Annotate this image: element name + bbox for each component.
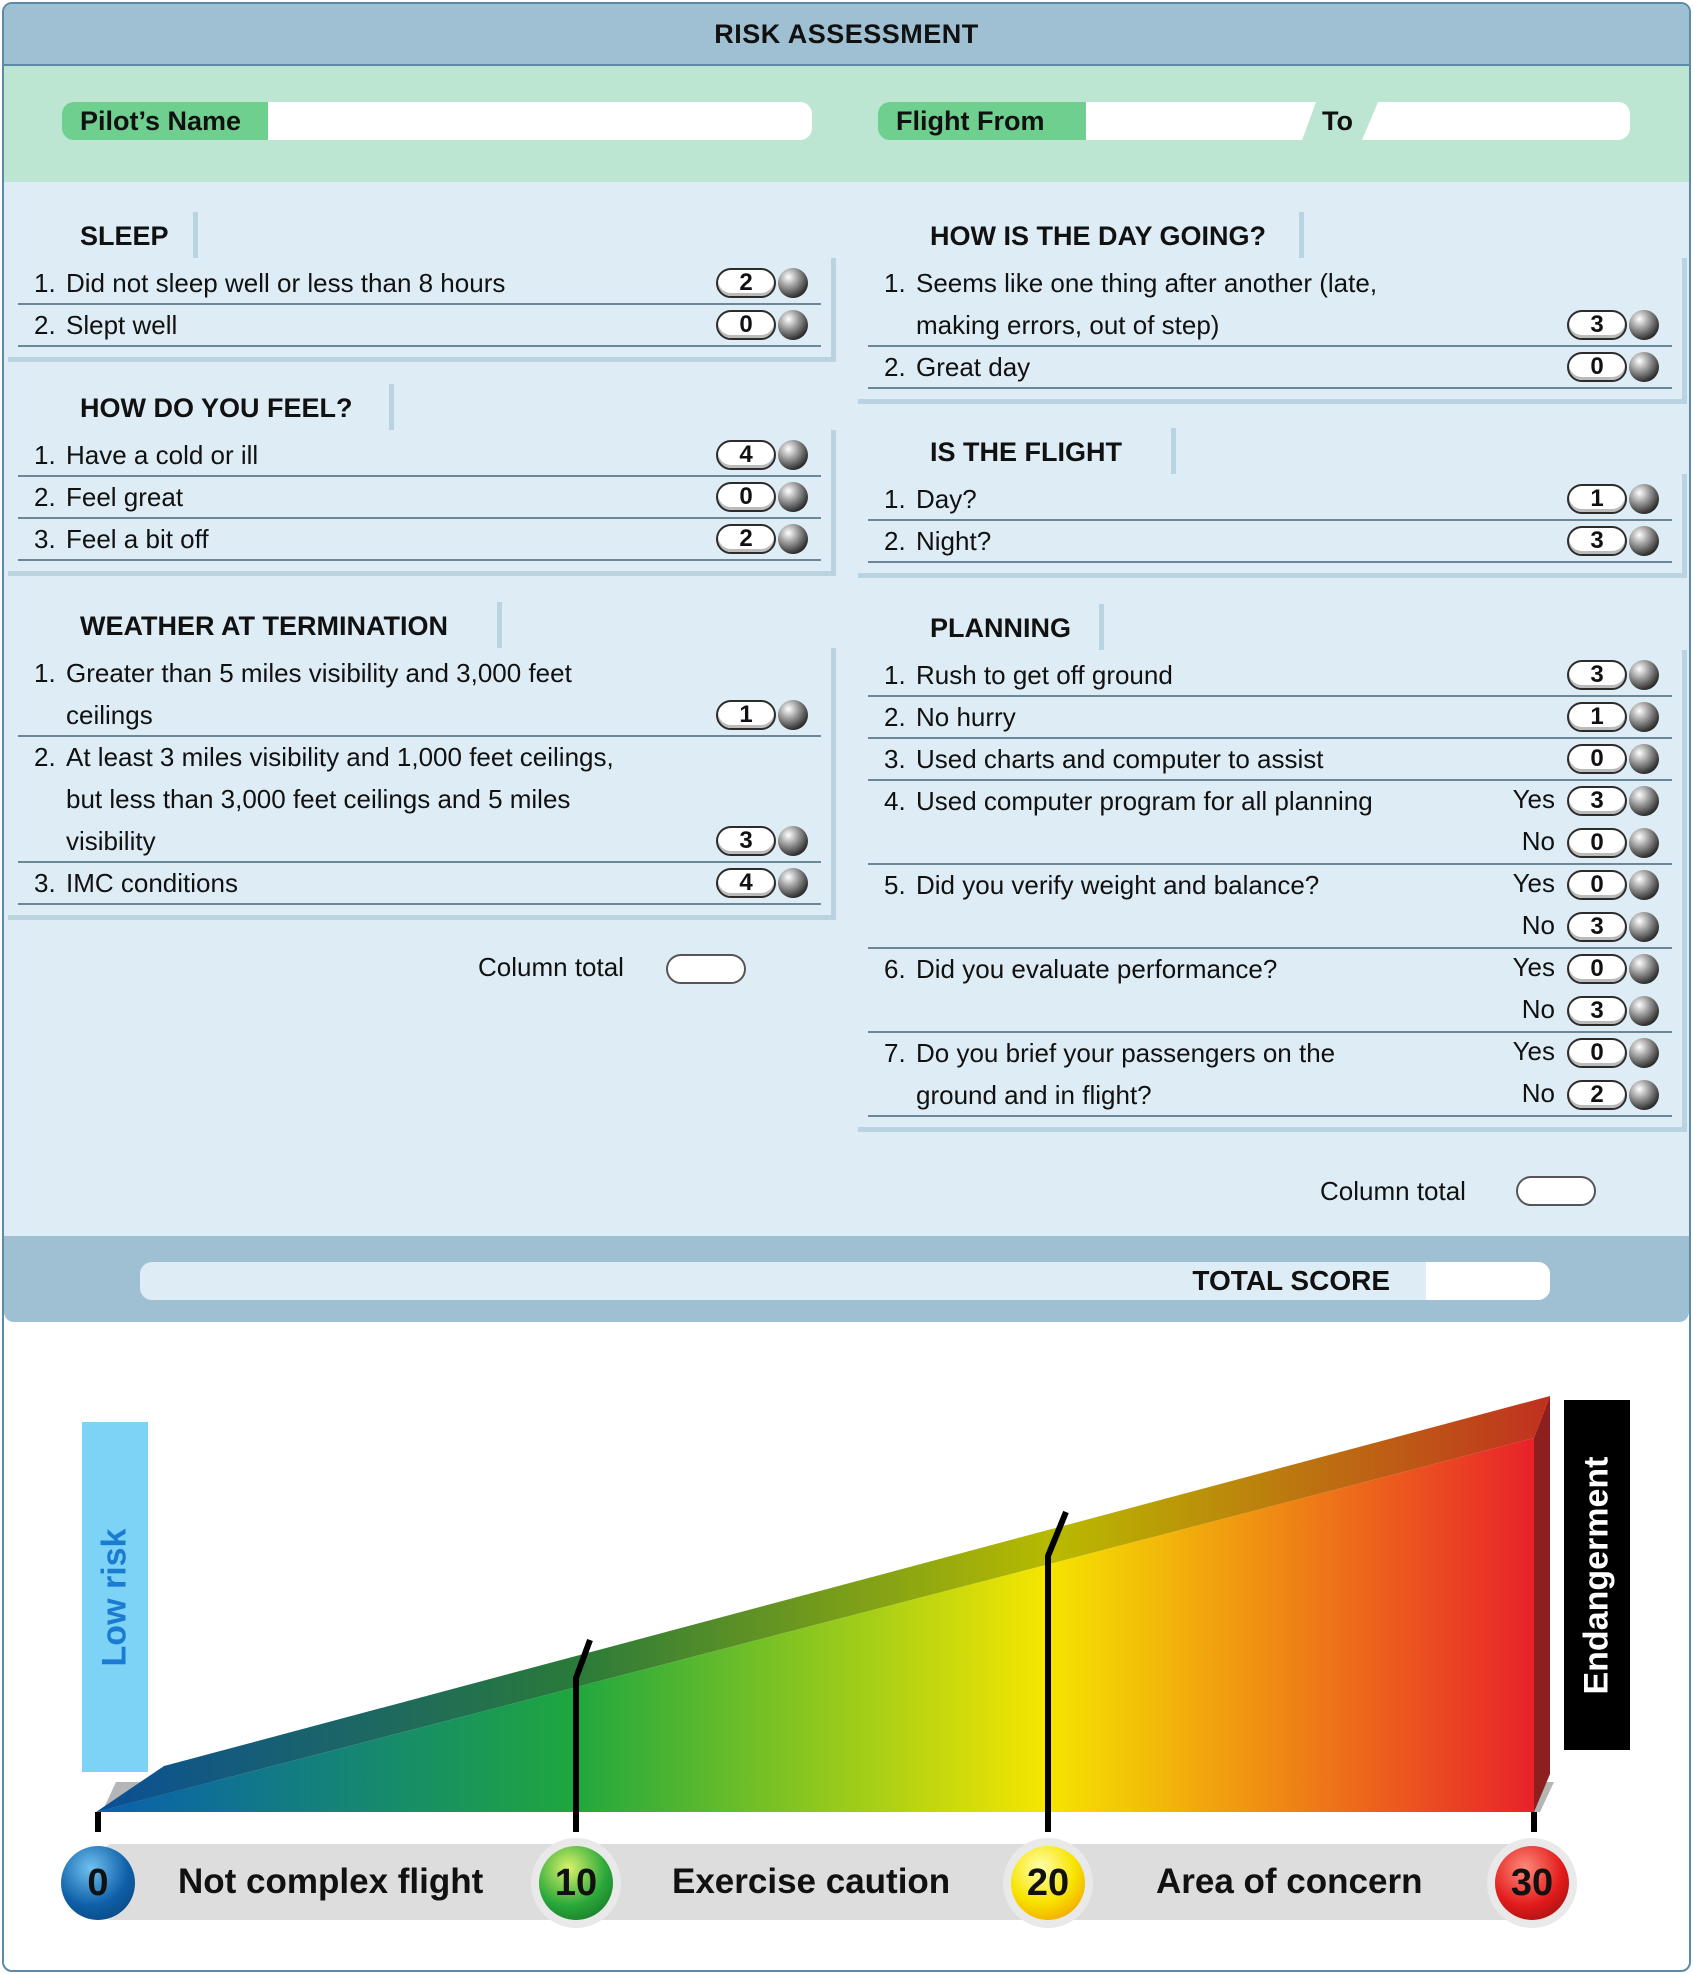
item-yes-select-ball[interactable] [1629,786,1659,816]
section-planning-item [858,696,1682,738]
zone-exercise-caution: Exercise caution [672,1862,951,1901]
tick-10: 10 [539,1846,613,1920]
item-no-select-ball[interactable] [1629,1080,1659,1110]
item-number: 1. [34,658,56,688]
right-column-total [854,1162,1691,1220]
item-yes-label: Yes [1512,1036,1555,1066]
item-yes-score: 0 [1567,954,1627,984]
section-day-title: HOW IS THE DAY GOING? [908,212,1304,260]
section-feel-item [8,476,831,518]
item-number: 2. [884,702,906,732]
item-number: 2. [884,526,906,556]
row-divider [868,561,1672,563]
item-text: Day? [916,484,977,514]
item-no-select-ball[interactable] [1629,912,1659,942]
item-text: Did you verify weight and balance? [916,870,1320,900]
item-number: 3. [884,744,906,774]
item-number: 1. [884,660,906,690]
section-planning-item [858,948,1682,1032]
item-text-line [884,1032,1335,1074]
item-number: 7. [884,1038,906,1068]
item-number: 2. [34,482,56,512]
item-number: 4. [884,786,906,816]
item-select-ball[interactable] [778,440,808,470]
item-number: 1. [34,440,56,470]
item-score: 4 [716,868,776,898]
item-text: Did you evaluate performance? [916,954,1278,984]
item-score: 3 [1567,526,1627,556]
item-text-line [884,1074,1152,1116]
item-text-line [884,520,991,562]
section-feel [8,430,836,576]
wedge-side [1534,1396,1550,1812]
section-weather [8,648,836,920]
item-number: 2. [884,352,906,382]
right-column-total-field[interactable] [1516,1176,1596,1206]
flight-from-label: Flight From [878,102,1086,140]
item-score: 3 [716,826,776,856]
item-select-ball[interactable] [1629,352,1659,382]
item-number: 1. [884,268,906,298]
section-day-item [858,346,1682,388]
item-yes-select-ball[interactable] [1629,1038,1659,1068]
item-text-line [34,304,177,346]
risk-assessment-form [2,2,1691,1972]
item-number: 1. [884,484,906,514]
total-score-bar [140,1262,1550,1300]
item-score: 0 [1567,744,1627,774]
section-weather-item [8,736,831,862]
item-text: Have a cold or ill [66,440,259,470]
item-text-line [34,694,153,736]
item-text-line [34,736,614,778]
item-select-ball[interactable] [1629,310,1659,340]
item-score: 1 [716,700,776,730]
item-select-ball[interactable] [778,700,808,730]
section-planning-item [858,864,1682,948]
item-yes-label: Yes [1512,952,1555,982]
total-score-band [4,1236,1689,1322]
section-feel-item [8,434,831,476]
to-label: To [1322,106,1353,136]
item-text-line [34,778,570,820]
row-divider [868,1115,1672,1117]
item-text: Used charts and computer to assist [916,744,1324,774]
item-text-line [884,780,1373,822]
item-select-ball[interactable] [1629,744,1659,774]
item-no-score: 2 [1567,1080,1627,1110]
item-score: 3 [1567,660,1627,690]
item-text: making errors, out of step) [916,310,1220,340]
item-text-line [884,346,1030,388]
item-text: Greater than 5 miles visibility and 3,000 feet [66,658,572,688]
row-divider [18,345,821,347]
item-text: visibility [66,826,156,856]
item-text-line [884,864,1319,906]
tick-20: 20 [1011,1846,1085,1920]
low-risk-label: Low risk [95,1528,134,1666]
item-number: 2. [34,742,56,772]
item-select-ball[interactable] [1629,660,1659,690]
item-text: At least 3 miles visibility and 1,000 feet ceilings, [66,742,614,772]
endangerment-label: Endangerment [1577,1455,1616,1695]
flight-from-field[interactable] [1086,102,1316,140]
item-no-label: No [1521,1078,1555,1108]
item-score: 4 [716,440,776,470]
right-column-total-label: Column total [1320,1176,1466,1206]
item-yes-score: 0 [1567,870,1627,900]
row-divider [868,387,1672,389]
total-score-field[interactable] [1426,1262,1550,1300]
item-yes-select-ball[interactable] [1629,954,1659,984]
section-weather-title: WEATHER AT TERMINATION [58,602,502,650]
section-flight-item [858,478,1682,520]
item-text: Seems like one thing after another (late, [916,268,1378,298]
item-text: No hurry [916,702,1016,732]
section-sleep-title: SLEEP [58,212,198,260]
item-text: Feel a bit off [66,524,209,554]
item-text-line [884,262,1377,304]
item-number: 2. [34,310,56,340]
item-text: Did not sleep well or less than 8 hours [66,268,506,298]
section-feel-title: HOW DO YOU FEEL? [58,384,394,432]
item-score: 1 [1567,702,1627,732]
item-text-line [884,696,1016,738]
pilot-name-field[interactable] [268,102,812,140]
item-text-line [34,518,209,560]
section-flight-item [858,520,1682,562]
item-text: IMC conditions [66,868,238,898]
item-text: Used computer program for all planning [916,786,1373,816]
row-divider [18,903,821,905]
item-no-label: No [1521,826,1555,856]
item-yes-label: Yes [1512,784,1555,814]
item-yes-score: 0 [1567,1038,1627,1068]
item-text-line [884,478,977,520]
item-text: Do you brief your passengers on the [916,1038,1336,1068]
item-text-line [884,948,1277,990]
item-select-ball[interactable] [778,310,808,340]
left-column-total-field[interactable] [666,954,746,984]
row-divider [18,559,821,561]
item-text-line [884,738,1324,780]
section-sleep-item [8,304,831,346]
item-text-line [34,862,238,904]
item-number: 3. [34,524,56,554]
section-weather-item [8,862,831,904]
item-no-score: 3 [1567,996,1627,1026]
tick-30: 30 [1495,1846,1569,1920]
item-text: ceilings [66,700,153,730]
item-text-line [34,820,156,862]
item-text: Rush to get off ground [916,660,1173,690]
item-number: 6. [884,954,906,984]
section-weather-item [8,652,831,736]
section-day-item [858,262,1682,346]
section-flight-title: IS THE FLIGHT [908,428,1176,476]
flight-to-field[interactable] [1362,102,1630,140]
section-sleep-item [8,262,831,304]
tick-0: 0 [61,1846,135,1920]
section-planning [858,650,1687,1132]
item-select-ball[interactable] [1629,702,1659,732]
item-number: 3. [34,868,56,898]
item-number: 1. [34,268,56,298]
zone-not-complex: Not complex flight [178,1862,484,1901]
item-text: Feel great [66,482,184,512]
item-yes-select-ball[interactable] [1629,870,1659,900]
item-text-line [884,654,1173,696]
item-score: 2 [716,524,776,554]
section-planning-item [858,1032,1682,1116]
item-score: 2 [716,268,776,298]
item-select-ball[interactable] [778,524,808,554]
section-planning-title: PLANNING [908,604,1104,652]
item-text-line [34,262,505,304]
item-select-ball[interactable] [778,482,808,512]
section-planning-item [858,654,1682,696]
item-number: 5. [884,870,906,900]
item-yes-score: 3 [1567,786,1627,816]
item-select-ball[interactable] [1629,526,1659,556]
item-no-select-ball[interactable] [1629,996,1659,1026]
section-feel-item [8,518,831,560]
item-text-line [34,476,183,518]
item-yes-label: Yes [1512,868,1555,898]
item-select-ball[interactable] [778,268,808,298]
zone-area-of-concern: Area of concern [1156,1862,1423,1901]
item-score: 0 [716,482,776,512]
left-column-total [4,940,842,996]
item-score: 1 [1567,484,1627,514]
item-select-ball[interactable] [1629,484,1659,514]
item-score: 0 [1567,352,1627,382]
item-text-line [884,304,1219,346]
pilot-info-band [4,66,1689,182]
left-column-total-label: Column total [478,952,624,982]
item-no-score: 3 [1567,912,1627,942]
total-score-label: TOTAL SCORE [1192,1265,1390,1296]
item-text: ground and in flight? [916,1080,1152,1110]
item-no-label: No [1521,994,1555,1024]
item-score: 3 [1567,310,1627,340]
item-text: Night? [916,526,992,556]
section-sleep [8,258,836,362]
section-day [858,258,1687,404]
section-flight [858,474,1687,578]
item-no-label: No [1521,910,1555,940]
form-title: RISK ASSESSMENT [4,4,1689,66]
section-planning-item [858,780,1682,864]
item-no-score: 0 [1567,828,1627,858]
item-text-line [34,652,572,694]
pilot-name-label: Pilot’s Name [62,102,268,140]
item-select-ball[interactable] [778,868,808,898]
section-planning-item [858,738,1682,780]
item-text: Slept well [66,310,178,340]
item-text: but less than 3,000 feet ceilings and 5 miles [66,784,571,814]
item-text-line [34,434,258,476]
item-text: Great day [916,352,1031,382]
item-select-ball[interactable] [778,826,808,856]
item-score: 0 [716,310,776,340]
item-no-select-ball[interactable] [1629,828,1659,858]
